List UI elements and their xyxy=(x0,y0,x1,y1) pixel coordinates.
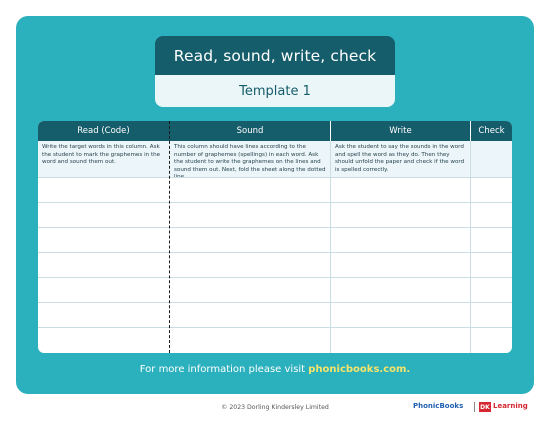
title-card xyxy=(155,36,395,107)
footer-info xyxy=(0,364,550,375)
instruction-row xyxy=(38,141,512,177)
page-title: Read, sound, write, check xyxy=(155,36,395,75)
column-header-write: Write xyxy=(389,126,412,136)
sound-instruction: This column should have lines according to the number of graphemes (spellings) in each word. Ask the student to write the graphemes on the lines and sound them out. Next, fold the sheet along the dotted xyxy=(174,144,326,173)
copyright-text: © 2023 Dorling Kindersley Limited xyxy=(221,404,329,411)
write-instruction: Ask the student to say the sounds in the word and spell the word as they do. Then they should unfold the paper and check if the word is spelled correctly. xyxy=(335,144,465,173)
dk-logo: DK xyxy=(480,403,490,411)
table-header xyxy=(38,121,512,141)
row-divider xyxy=(38,202,512,203)
fold-dotted-line xyxy=(169,121,170,353)
row-divider xyxy=(38,177,512,178)
row-divider xyxy=(38,327,512,328)
worksheet-table xyxy=(38,121,512,353)
row-divider xyxy=(38,302,512,303)
footer-info-text: For more information please visit xyxy=(139,364,309,375)
phonicbooks-link[interactable]: phonicbooks.com. xyxy=(308,364,411,375)
column-header-check: Check xyxy=(478,126,505,136)
row-divider xyxy=(38,227,512,228)
column-header-sound: Sound xyxy=(236,126,264,136)
page-subtitle: Template 1 xyxy=(155,75,395,107)
column-header-read: Read (Code) xyxy=(77,126,130,136)
learning-logo-text: Learning xyxy=(493,402,528,410)
logo-divider xyxy=(474,402,475,412)
read-instruction: Write the target words in this column. Ask the student to mark the graphemes in the word and sound them out. xyxy=(42,144,161,166)
row-divider xyxy=(38,277,512,278)
row-divider xyxy=(38,252,512,253)
phonicbooks-logo: PhonicBooks xyxy=(413,402,464,410)
column-divider xyxy=(330,141,331,353)
column-divider xyxy=(470,141,471,353)
